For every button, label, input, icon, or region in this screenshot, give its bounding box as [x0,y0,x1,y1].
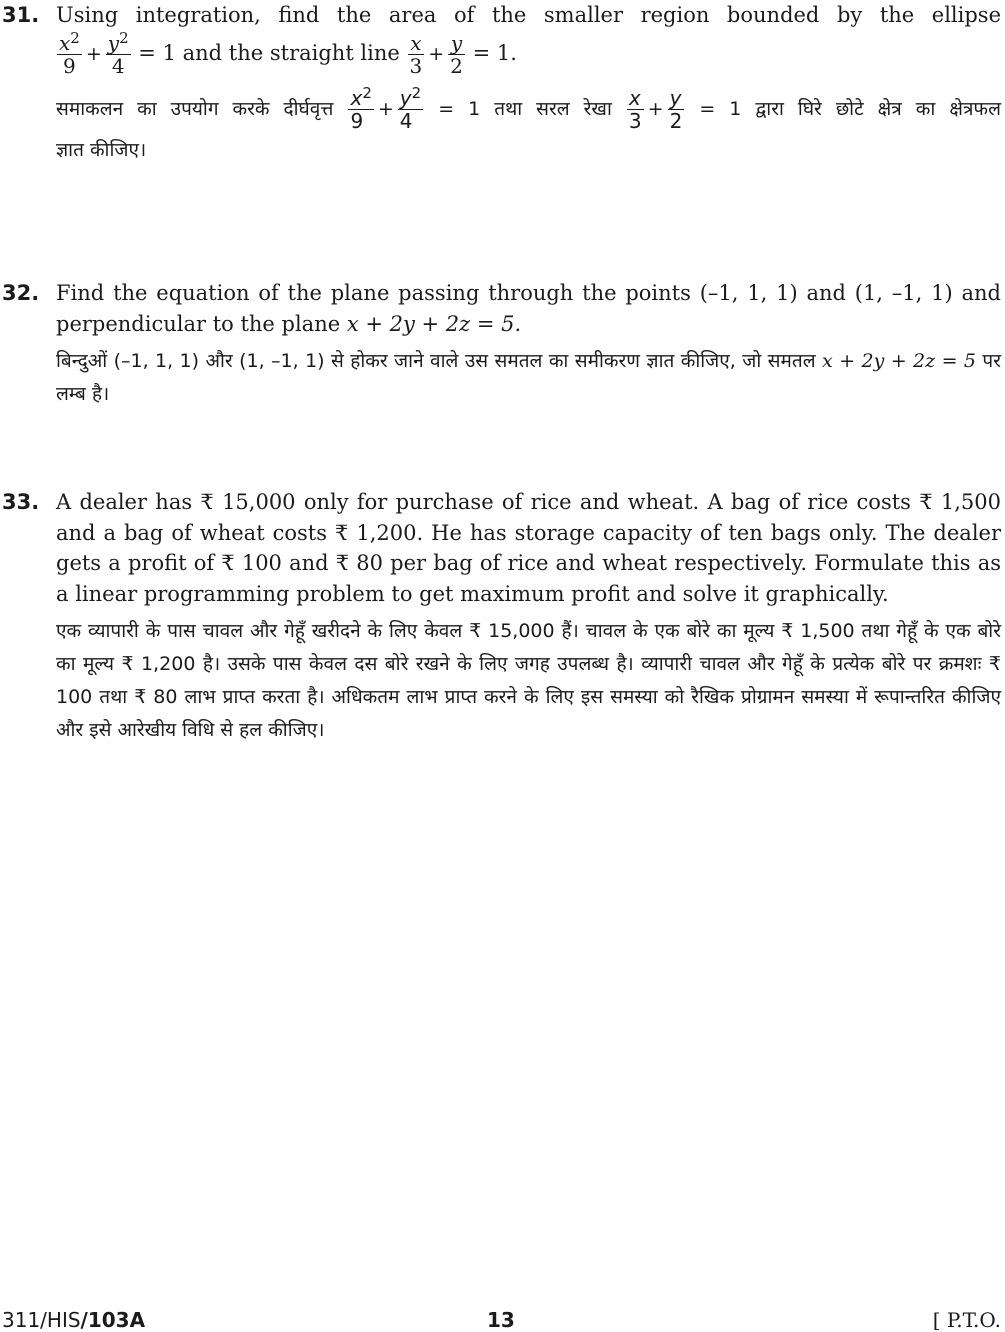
fraction-y-over-2: $\frac{y}{2}$ [450,30,463,78]
fraction-x-over-3: $\frac{x}{3}$ [409,30,423,78]
pto-label: [ P.T.O. [932,1308,1001,1332]
fraction-y-squared-over-4: $\frac{y^2}{4}$ [399,83,422,133]
english-connector: and the straight line [182,40,400,65]
fraction-x-squared-over-9: $\frac{x^2}{9}$ [59,28,80,78]
paper-code: 311/HIS/103A [2,1308,146,1332]
fraction-y-squared-over-4: $\frac{y^2}{4}$ [107,28,129,78]
question-body [56,487,1001,747]
plane-equation: x + 2y + 2z = 5 [822,350,976,372]
question-number: 33. [2,490,40,514]
fraction-x-over-3: $\frac{x}{3}$ [628,85,642,133]
question-body [56,0,1001,167]
question-text-english: A dealer has ₹ 15,000 only for purchase of rice and wheat. A bag of rice costs ₹ 1,500 and a bag of wheat costs ₹ 1,200. He has storage capacity of ten bags only. The dealer gets a profit of ₹ 100 and ₹ 80 per bag of rice and wheat respectively. Formulate this as a linear programming problem to get maximum profit and solve it graphically. [56,490,1001,606]
question-text-english: Find the equation of the plane passing through the points (–1, 1, 1) and (1, –1, 1) and perpendicular to the plane x + 2y + 2z = 5. [56,281,1001,336]
hindi-line2: ज्ञात कीजिए। [56,138,147,161]
question-text-english-line1: Using integration, find the area of the smaller region bounded by the ellipse [56,3,1001,27]
question-text-english-line2: $\frac{x^2}{9}$ + $\frac{y^2}{4}$ = 1 and the straight line $\frac{x}{3}$ + $\frac{y}{2}$ = 1. [59,28,517,78]
fraction-x-squared-over-9: $\frac{x^2}{9}$ [350,83,372,133]
question-text-hindi: एक व्यापारी के पास चावल और गेहूँ खरीदने के लिए केवल ₹ 15,000 हैं। चावल के एक बोरे का मूल्य ₹ 1,500 तथा गेहूँ के एक बोरे का मूल्य ₹ 1,200 है। उसके पास केवल दस बोरे रखने के लिए जगह उपलब्ध है। व्यापारी चावल और गेहूँ के प्रत्येक बोरे पर क्रमशः ₹ 100 तथा ₹ 80 लाभ प्राप्त करता है। अधिकतम लाभ प्राप्त करने के लिए इस समस्या को रैखिक प्रोग्रामन समस्या में रूपान्तरित कीजिए और इसे आरेखीय विधि से हल कीजिए। [56,620,1001,741]
page-number: 13 [487,1308,515,1332]
question-text-hindi [56,83,1001,167]
fraction-y-over-2: $\frac{y}{2}$ [669,85,683,133]
question-body [56,278,1001,411]
page-footer [0,1308,1005,1332]
hindi-line1: समाकलन का उपयोग करके दीर्घवृत्त $\frac{x^2}{9}$ + $\frac{y^2}{4}$ = 1 तथा सरल रेखा $\frac{x}{3}$ + $\frac{y}{2}$ = 1 द्वारा घिरे छोटे क्षेत्र का क्षेत्रफल [56,83,1001,133]
question-text-hindi: बिन्दुओं (–1, 1, 1) और (1, –1, 1) से होकर जाने वाले उस समतल का समीकरण ज्ञात कीजिए, जो समतल x + 2y + 2z = 5 पर लम्ब है। [56,350,1001,405]
plane-equation: x + 2y + 2z = 5. [346,311,522,336]
line-rhs: = 1. [472,40,517,65]
question-number: 32. [2,281,40,305]
question-number: 31. [2,3,40,27]
ellipse-rhs: = 1 [138,40,176,65]
